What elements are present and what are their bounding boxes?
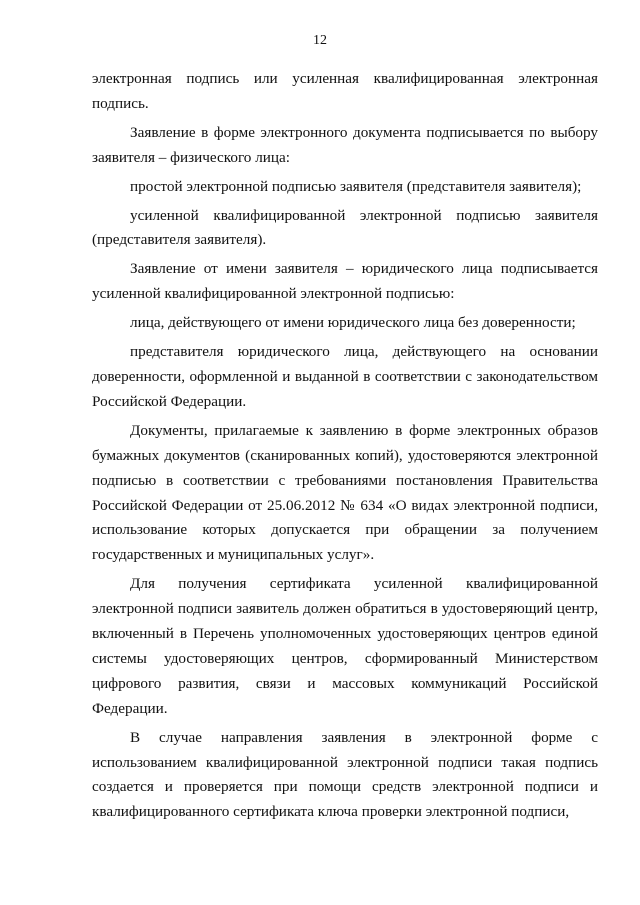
paragraph: Заявление от имени заявителя – юридического лица подписывается усиленной квалифицированной электронной подписью: [92, 260, 598, 303]
paragraph: лица, действующего от имени юридического лица без доверенности; [130, 314, 576, 332]
paragraph: В случае направления заявления в электронной форме с использованием квалифицированной электронной подписи такая подпись создается и проверяется при помощи средств электронной подписи и квалифицированного сертификата ключа проверки электронной подписи, [92, 728, 598, 821]
paragraph: представителя юридического лица, действующего на основании доверенности, оформленной и выданной в соответствии с законодательством Российской Федерации. [92, 343, 598, 410]
paragraph: простой электронной подписью заявителя (представителя заявителя); [130, 177, 582, 195]
paragraph: Документы, прилагаемые к заявлению в форме электронных образов бумажных документов (сканированных копий), удостоверяются электронной подписью в соответствии с требованиями постановления Правительства Российской Федерации от 25.06.2012 № 634 «О видах электронной подписи, использование которых допускается при обращении за получением государственных и муниципальных услуг». [92, 421, 598, 564]
body-text [92, 67, 598, 829]
paragraph: усиленной квалифицированной электронной подписью заявителя (представителя заявителя). [92, 206, 598, 249]
paragraph: Для получения сертификата усиленной квалифицированной электронной подписи заявитель должен обратиться в удостоверяющий центр, включенный в Перечень уполномоченных удостоверяющих центров единой системы удостоверяющих центров, сформированный Министерством цифрового развития, связи и массовых коммуникаций Российской Федерации. [92, 575, 598, 717]
paragraph: Заявление в форме электронного документа подписывается по выбору заявителя – физического лица: [92, 123, 598, 166]
page-number: 12 [313, 33, 327, 48]
paragraph: электронная подпись или усиленная квалифицированная электронная подпись. [92, 70, 598, 112]
